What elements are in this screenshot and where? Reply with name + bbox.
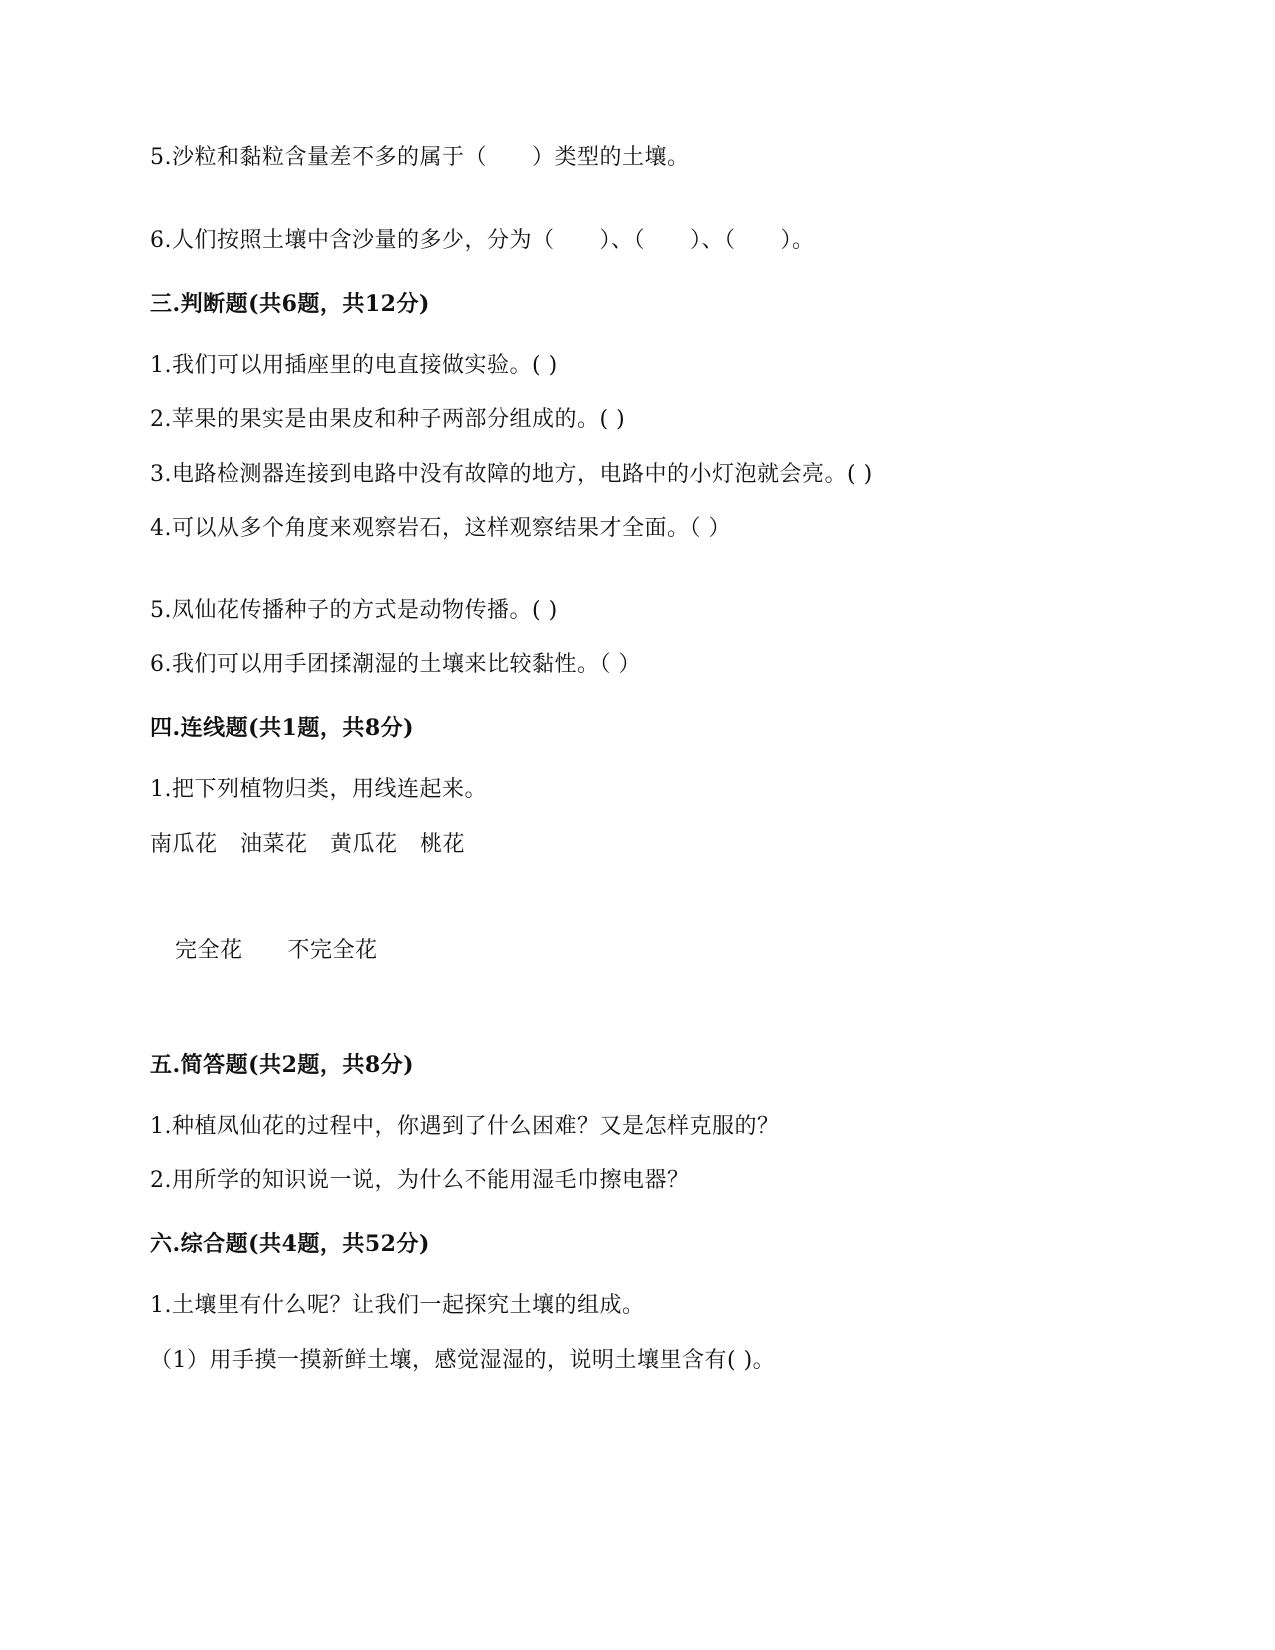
comprehensive-sub1: （1）用手摸一摸新鲜土壤，感觉湿湿的，说明土壤里含有( )。	[150, 1348, 776, 1373]
section4-heading: 四.连线题(共1题，共8分)	[150, 715, 415, 741]
section5-heading: 五.简答题(共2题，共8分)	[150, 1052, 415, 1078]
judgement-item-1: 1.我们可以用插座里的电直接做实验。( )	[150, 353, 558, 378]
comprehensive-question: 1.土壤里有什么呢？让我们一起探究土壤的组成。	[150, 1293, 645, 1318]
matching-question: 1.把下列植物归类，用线连起来。	[150, 777, 487, 802]
judgement-item-3: 3.电路检测器连接到电路中没有故障的地方，电路中的小灯泡就会亮。( )	[150, 462, 873, 487]
matching-plants: 南瓜花 油菜花 黄瓜花 桃花	[150, 832, 466, 857]
short-answer-item-1: 1.种植凤仙花的过程中，你遇到了什么困难？又是怎样克服的？	[150, 1114, 780, 1139]
fill-blank-q5: 5.沙粒和黏粒含量差不多的属于（ ）类型的土壤。	[150, 145, 690, 170]
short-answer-item-2: 2.用所学的知识说一说，为什么不能用湿毛巾擦电器？	[150, 1168, 690, 1193]
section6-heading: 六.综合题(共4题，共52分)	[150, 1231, 430, 1257]
matching-categories: 完全花 不完全花	[175, 938, 378, 963]
fill-blank-q6: 6.人们按照土壤中含沙量的多少，分为（ ）、（ ）、（ ）。	[150, 228, 815, 253]
section3-heading: 三.判断题(共6题，共12分)	[150, 291, 430, 317]
judgement-item-2: 2.苹果的果实是由果皮和种子两部分组成的。( )	[150, 407, 626, 432]
judgement-item-5: 5.凤仙花传播种子的方式是动物传播。( )	[150, 598, 558, 623]
judgement-item-4: 4.可以从多个角度来观察岩石，这样观察结果才全面。（ ）	[150, 516, 731, 541]
judgement-item-6: 6.我们可以用手团揉潮湿的土壤来比较黏性。（ ）	[150, 652, 641, 677]
